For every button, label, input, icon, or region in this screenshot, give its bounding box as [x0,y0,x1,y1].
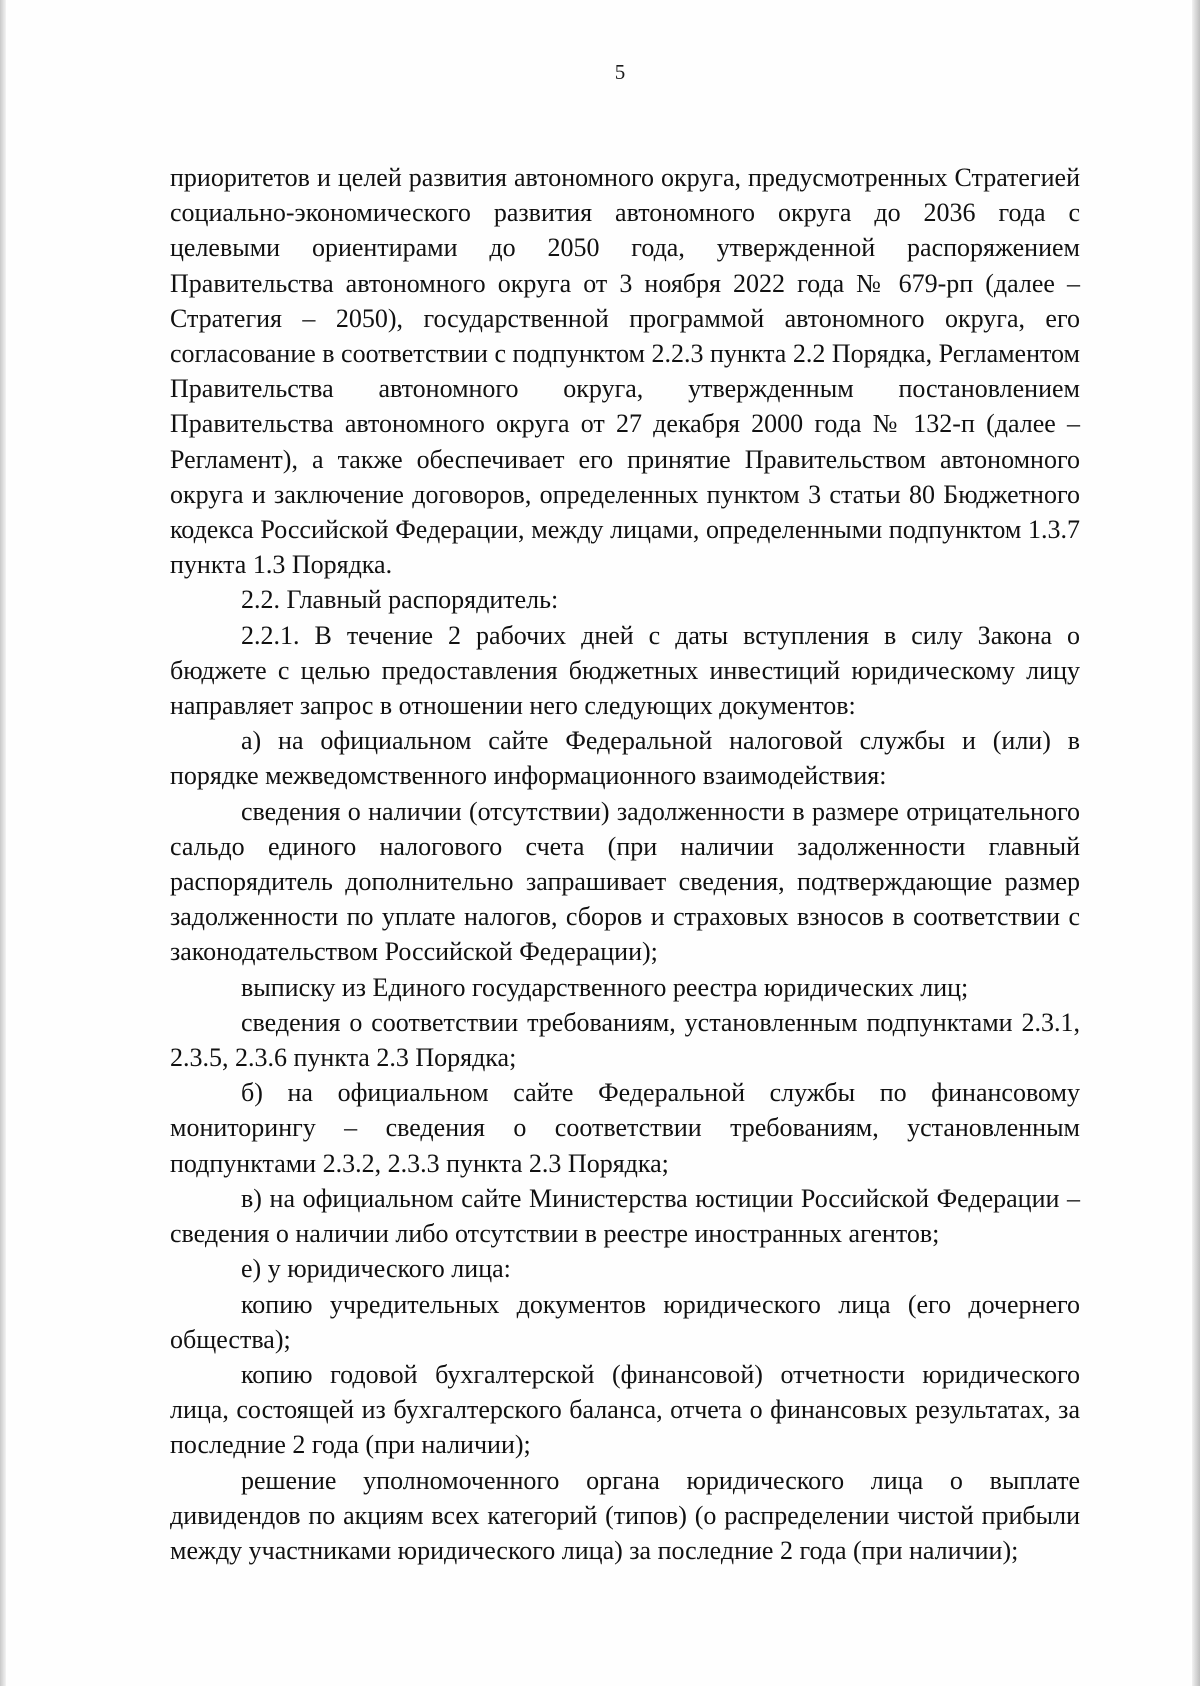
paragraph: выписку из Единого государственного реестра юридических лиц; [241,972,969,1002]
paragraph-section-heading: 2.2. Главный распорядитель: [241,585,559,615]
paragraph: 2.2.1. В течение 2 рабочих дней с даты вступления в силу Закона о бюджете с целью предоставления бюджетных инвестиций юридическому лицу направляет запрос в отношении него следующих документов: [170,620,1080,721]
paragraph: копию годовой бухгалтерской (финансовой) отчетности юридического лица, состоящей из бухгалтерского баланса, отчета о финансовых результатах, за последние 2 года (при наличии); [170,1359,1080,1460]
page-number: 5 [614,60,626,84]
paragraph: копию учредительных документов юридического лица (его дочернего общества); [170,1289,1080,1354]
scan-edge-right [1192,0,1200,1686]
paragraph: а) на официальном сайте Федеральной налоговой службы и (или) в порядке межведомственного информационного взаимодействия: [170,726,1080,791]
paragraph: сведения о наличии (отсутствии) задолженности в размере отрицательного сальдо единого налогового счета (при наличии задолженности главный распорядитель дополнительно запрашивает сведения, подтверждающие размер задолженности по уплате налогов, сборов и страховых взносов в соответствии с законодательством Российской Федерации); [170,796,1080,967]
paragraph: сведения о соответствии требованиям, установленным подпунктами 2.3.1, 2.3.5, 2.3.6 пункта 2.3 Порядка; [170,1007,1080,1073]
paragraph: б) на официальном сайте Федеральной службы по финансовому мониторингу – сведения о соответствии требованиям, установленным подпунктами 2.3.2, 2.3.3 пункта 2.3 Порядка; [170,1078,1080,1178]
paragraph: решение уполномоченного органа юридического лица о выплате дивидендов по акциям всех категорий (типов) (о распределении чистой прибыли между участниками юридического лица) за последние 2 года (при наличии); [170,1465,1080,1565]
paragraph: в) на официальном сайте Министерства юстиции Российской Федерации – сведения о наличии либо отсутствии в реестре иностранных агентов; [170,1183,1080,1249]
scan-edge-left [0,0,6,1686]
document-body [170,160,1080,1568]
paragraph: е) у юридического лица: [241,1254,511,1284]
paragraph-continuation: приоритетов и целей развития автономного округа, предусмотренных Стратегией социально-экономического развития автономного округа до 2036 года с целевыми ориентирами до 2050 года, утвержденной распоряжением Правительства автономного округа от 3 ноября 2022 года № 679-рп (далее – Стратегия – 2050), государственной программой автономного округа, его согласование в соответствии с подпунктом 2.2.3 пункта 2.2 Порядка, Регламентом Правительства автономного округа, утвержденным постановлением Правительства автономного округа от 27 декабря 2000 года № 132-п (далее – Регламент), а также обеспечивает его принятие Правительством автономного округа и заключение договоров, определенных пунктом 3 статьи 80 Бюджетного кодекса Российской Федерации, между лицами, определенными подпунктом 1.3.7 пункта 1.3 Порядка. [170,163,1080,580]
